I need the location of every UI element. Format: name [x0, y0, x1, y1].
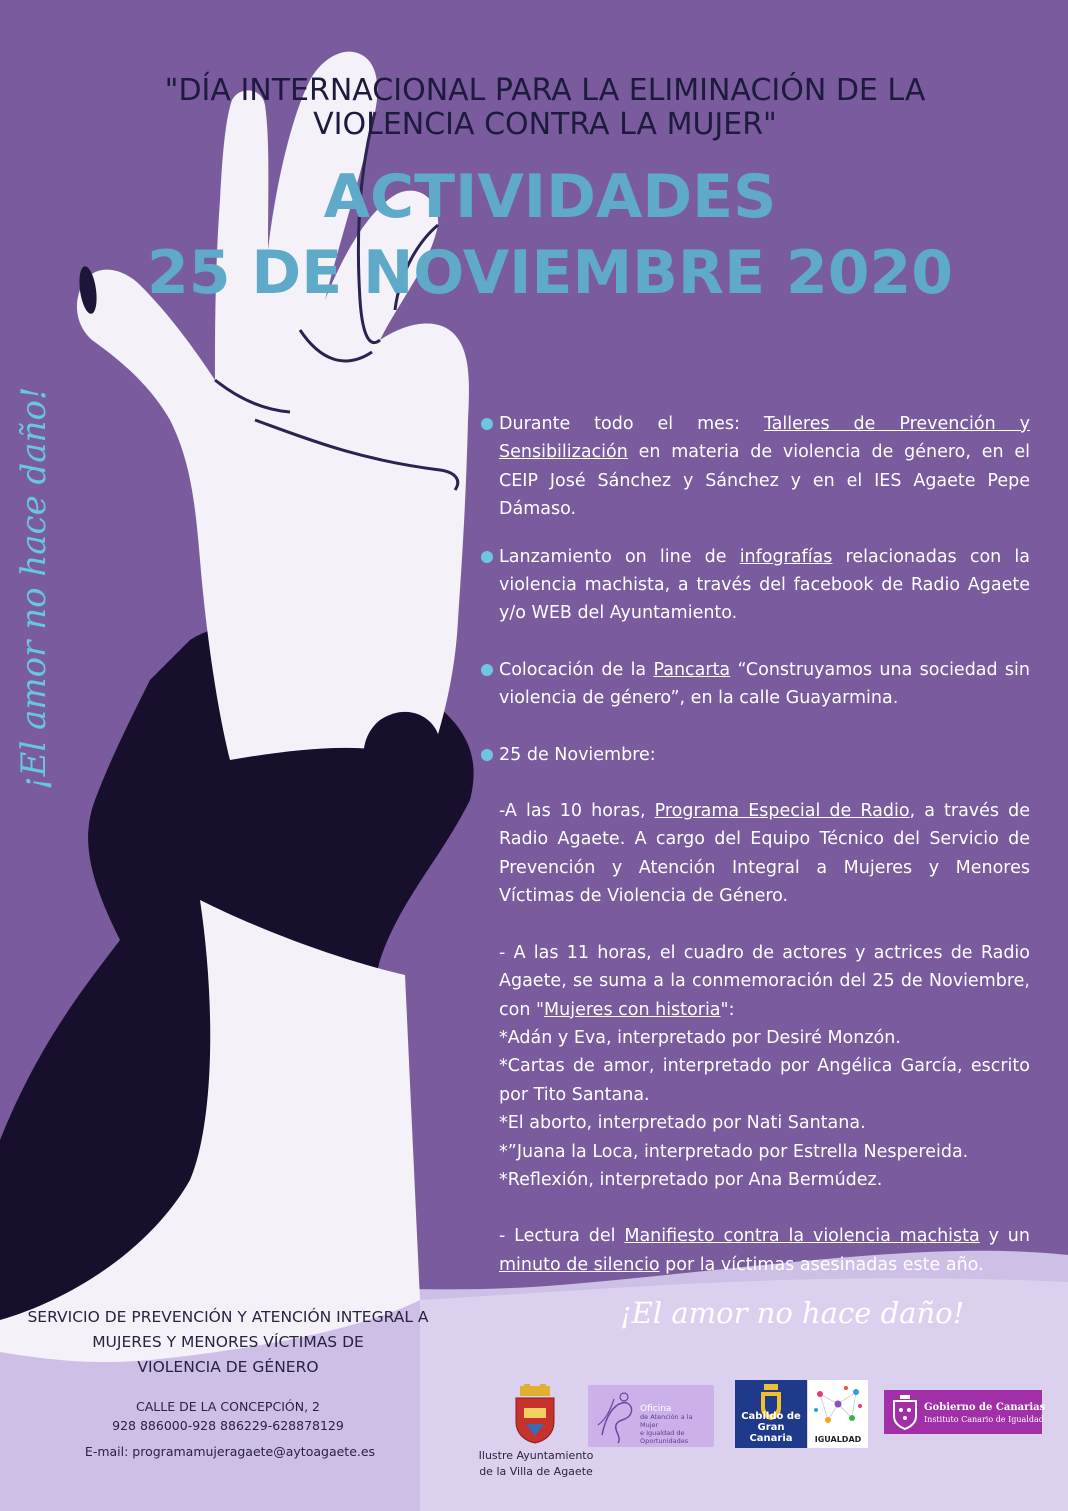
service-line: VIOLENCIA DE GÉNERO [137, 1358, 319, 1376]
logo-line: Oficina [640, 1404, 672, 1414]
logo-line: e Igualdad de Oportunidades [640, 1429, 689, 1445]
activity-text: Colocación de la [499, 659, 654, 680]
cabildo-gran-canaria-logo [735, 1380, 807, 1448]
activity-text: ": [720, 999, 735, 1020]
oficina-igualdad-logo [588, 1385, 714, 1447]
manifesto [478, 1222, 1030, 1279]
activities-heading: ACTIVIDADES [323, 162, 777, 232]
activity-item [478, 741, 1030, 769]
contact-address [40, 1397, 416, 1435]
activity-text: - Lectura del [499, 1226, 625, 1247]
canarias-crest-icon [890, 1394, 920, 1430]
activity-text: en materia de violencia de género, en el CEIP José Sánchez y Sánchez y en el IES Agaete Pepe Dámaso. [499, 442, 1030, 520]
contact-email: E-mail: programamujeragaete@aytoagaete.es [84, 1444, 376, 1459]
service-name [10, 1305, 446, 1380]
network-dots-icon [808, 1382, 868, 1432]
activity-text: “Construyamos una sociedad sin violencia de género”, en la calle Guayarmina. [499, 659, 1030, 709]
activity-text: relacionadas con la violencia machista, a través del facebook de Radio Agaete y/o WEB del Ayuntamiento. [499, 546, 1030, 624]
agaete-caption [474, 1448, 598, 1480]
street-address: CALLE DE LA CONCEPCIÓN, 2 [136, 1399, 320, 1414]
caption-line: Ilustre Ayuntamiento [478, 1449, 594, 1462]
activity-text: Durante todo el mes: [499, 414, 764, 434]
activity-text: por la víctimas asesinadas este año. [659, 1254, 984, 1275]
banner-link: Pancarta [653, 659, 731, 680]
manifesto-link: Manifiesto contra la violencia machista [624, 1226, 980, 1247]
bullet-icon [481, 418, 493, 430]
actors-program [478, 939, 1030, 1024]
event-title [120, 74, 970, 142]
radio-program [478, 797, 1030, 911]
event-title-line1: "DÍA INTERNACIONAL PARA LA ELIMINACIÓN DE LA [164, 73, 926, 108]
agaete-coat-of-arms-icon [512, 1384, 558, 1444]
side-slogan: ¡El amor no hace daño! [14, 386, 54, 790]
play-item: *”Juana la Loca, interpretado por Estrella Nespereida. [499, 1141, 969, 1162]
play-item: *El aborto, interpretado por Nati Santana. [499, 1113, 866, 1134]
radio-program-link: Programa Especial de Radio [654, 801, 910, 822]
activity-text: - A las 11 horas, el cuadro de actores y actrices de Radio Agaete, se suma a la conmemoración del 25 de Noviembre, con " [499, 942, 1030, 1020]
stories-link: Mujeres con historia [544, 999, 721, 1020]
bullet-icon [481, 749, 493, 761]
igualdad-logo [808, 1380, 868, 1448]
gobierno-canarias-logo [884, 1390, 1046, 1434]
cabildo-text [735, 1411, 807, 1444]
activity-item [478, 656, 1030, 713]
play-item: *Cartas de amor, interpretado por Angélica García, escrito por Tito Santana. [499, 1056, 1030, 1105]
infographics-link: infografías [739, 546, 833, 567]
activity-text: 25 de Noviembre: [499, 744, 656, 765]
activity-text: , a través de Radio Agaete. A cargo del Equipo Técnico del Servicio de Prevención y Atención Integral a Mujeres y Menores Víctimas de Violencia de Género. [499, 801, 1031, 907]
logo-line: Gran Canaria [749, 1422, 793, 1444]
activity-item [478, 543, 1030, 628]
service-line: SERVICIO DE PREVENCIÓN Y ATENCIÓN INTEGRAL A [27, 1308, 429, 1326]
service-line: MUJERES Y MENORES VÍCTIMAS DE [92, 1333, 364, 1351]
logo-line: de Atención a la Mujer [640, 1413, 693, 1429]
silence-link: minuto de silencio [499, 1254, 660, 1275]
event-title-line2: VIOLENCIA CONTRA LA MUJER" [313, 107, 777, 142]
caption-line: de la Villa de Agaete [479, 1465, 593, 1478]
activities-list [478, 410, 1030, 1279]
workshops-link: Talleres de Prevención y Sensibilización [499, 414, 1030, 463]
gobierno-subtitle: Instituto Canario de Igualdad [924, 1415, 1044, 1424]
bullet-icon [481, 664, 493, 676]
phone-numbers: 928 886000-928 886229-628878129 [112, 1418, 344, 1433]
activity-text: Lanzamiento on line de [499, 546, 740, 567]
women-silhouette-icon [592, 1385, 642, 1447]
logo-line: Cabildo de [741, 1411, 801, 1422]
bullet-icon [481, 551, 493, 563]
igualdad-text: IGUALDAD [814, 1435, 862, 1444]
date-heading: 25 DE NOVIEMBRE 2020 [147, 238, 953, 308]
gobierno-title: Gobierno de Canarias [924, 1402, 1046, 1413]
activity-text: y un [979, 1226, 1030, 1247]
activity-item [478, 410, 1030, 524]
play-item: *Reflexión, interpretado por Ana Bermúdez. [499, 1169, 883, 1190]
activity-text: -A las 10 horas, [499, 801, 655, 822]
play-item: *Adán y Eva, interpretado por Desiré Monzón. [499, 1027, 901, 1048]
oficina-text [640, 1405, 712, 1445]
bottom-slogan: ¡El amor no hace daño! [620, 1296, 965, 1330]
